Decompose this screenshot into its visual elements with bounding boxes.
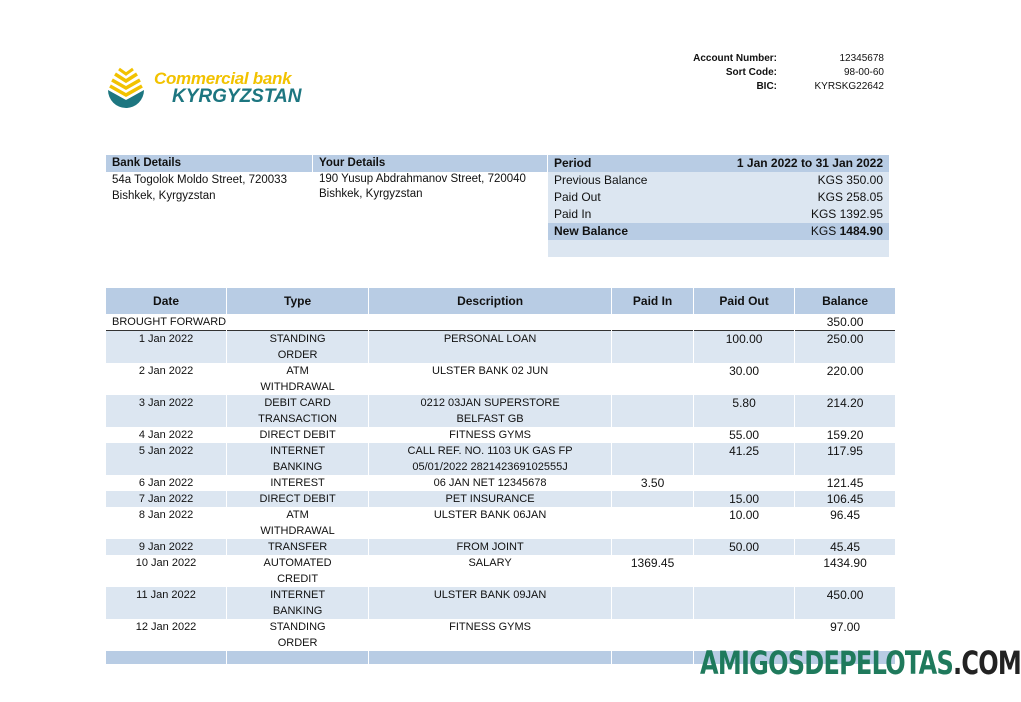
bank-address-line1: 54a Togolok Moldo Street, 720033 [112, 174, 287, 186]
table-cell: 214.20 [795, 395, 895, 427]
table-cell [227, 651, 368, 664]
table-cell [694, 587, 794, 619]
bank-address-line2: Bishkek, Kyrgyzstan [112, 190, 216, 202]
table-cell: 9 Jan 2022 [106, 539, 226, 555]
logo-text-line1: Commercial bank [154, 69, 292, 88]
your-address-line1: 190 Yusup Abdrahmanov Street, 720040 [319, 173, 526, 185]
table-cell: 30.00 [729, 364, 760, 378]
table-cell: TRANSFER [227, 539, 368, 555]
transactions-table [105, 288, 896, 664]
table-cell: 100.00 [694, 331, 794, 363]
table-row [106, 475, 895, 491]
your-details [313, 155, 547, 202]
previous-balance-value: KGS 350.00 [817, 173, 883, 187]
table-cell [612, 443, 693, 475]
your-address-line2: Bishkek, Kyrgyzstan [319, 188, 423, 200]
table-cell: PERSONAL LOAN [369, 331, 611, 363]
table-cell [612, 539, 693, 555]
table-cell: 2 Jan 2022 [138, 365, 194, 377]
table-cell: 106.45 [795, 491, 895, 507]
table-cell: AUTOMATED CREDIT [263, 557, 332, 585]
brought-forward-row [106, 314, 895, 331]
table-cell: 3 Jan 2022 [106, 395, 226, 427]
bank-details-title: Bank Details [106, 155, 312, 172]
table-cell: BROUGHT FORWARD [106, 314, 226, 331]
table-cell [369, 314, 611, 331]
table-cell: 15.00 [694, 491, 794, 507]
table-cell: 55.00 [729, 428, 760, 442]
paid-in-label: Paid In [554, 207, 592, 221]
table-cell [694, 314, 794, 331]
table-cell [694, 475, 794, 491]
table-cell: DEBIT CARD TRANSACTION [227, 395, 368, 427]
paid-out-value: KGS 258.05 [817, 190, 883, 204]
period-value: 1 Jan 2022 to 31 Jan 2022 [736, 156, 883, 170]
table-cell: 97.00 [830, 620, 861, 634]
table-cell: 1434.90 [823, 556, 867, 570]
column-header: Date [106, 288, 226, 314]
table-cell [227, 314, 368, 331]
account-number-label: Account Number: [693, 53, 777, 64]
table-row [106, 331, 895, 363]
bank-details [106, 155, 312, 204]
table-row [106, 427, 895, 443]
table-cell [612, 427, 693, 443]
table-cell: 10.00 [729, 508, 760, 522]
bank-logo [104, 66, 302, 110]
table-cell: FROM JOINT [369, 539, 611, 555]
logo-emblem-icon [104, 66, 148, 110]
account-number-value: 12345678 [839, 53, 884, 64]
table-cell: 3.50 [640, 476, 665, 490]
table-cell [612, 395, 693, 427]
table-cell: 11 Jan 2022 [106, 587, 226, 619]
table-cell: FITNESS GYMS [449, 621, 532, 633]
table-cell: STANDING ORDER [269, 621, 326, 649]
table-cell: SALARY [468, 557, 512, 569]
table-cell [612, 507, 693, 539]
table-cell: 7 Jan 2022 [106, 491, 226, 507]
table-cell: 117.95 [795, 443, 895, 475]
sort-code-value: 98-00-60 [843, 67, 884, 78]
table-cell [106, 651, 226, 664]
table-cell: 5 Jan 2022 [106, 443, 226, 475]
table-cell [369, 651, 611, 664]
table-cell: FITNESS GYMS [449, 429, 532, 441]
table-cell: 50.00 [694, 539, 794, 555]
table-cell: DIRECT DEBIT [227, 491, 368, 507]
table-cell: 0212 03JAN SUPERSTORE BELFAST GB [369, 395, 611, 427]
column-header: Paid In [612, 288, 693, 314]
table-row [106, 491, 895, 507]
table-cell: 1369.45 [630, 556, 675, 570]
bic-value: KYRSKG22642 [814, 81, 884, 92]
table-cell: DIRECT DEBIT [259, 429, 336, 441]
logo-text-line2: KYRGYZSTAN [172, 86, 302, 107]
previous-balance-label: Previous Balance [554, 173, 648, 187]
watermark-main: AMIGOSDEPELOTAS [700, 644, 954, 682]
table-cell: 10 Jan 2022 [135, 557, 197, 569]
account-info [660, 53, 884, 95]
table-cell: 96.45 [830, 508, 861, 522]
table-cell [612, 314, 693, 331]
table-cell: 45.45 [795, 539, 895, 555]
table-cell: 1 Jan 2022 [106, 331, 226, 363]
table-cell: 220.00 [826, 364, 864, 378]
table-cell [612, 363, 693, 395]
column-header: Description [369, 288, 611, 314]
table-cell: INTERNET BANKING [227, 587, 368, 619]
column-header: Type [227, 288, 368, 314]
paid-out-label: Paid Out [554, 190, 601, 204]
column-header: Balance [795, 288, 895, 314]
watermark-domain: .COM [953, 644, 1021, 682]
new-balance-currency: KGS [810, 224, 837, 238]
table-cell: CALL REF. NO. 1103 UK GAS FP 05/01/2022 282142369102555J [369, 443, 611, 475]
sort-code-label: Sort Code: [725, 67, 777, 78]
new-balance-value: 1484.90 [839, 224, 883, 238]
table-row [106, 395, 895, 427]
table-row [106, 587, 895, 619]
table-cell: 450.00 [795, 587, 895, 619]
table-cell: 6 Jan 2022 [138, 477, 194, 489]
statement-summary [548, 155, 889, 257]
paid-in-value: KGS 1392.95 [810, 207, 883, 221]
bic-label: BIC: [756, 81, 777, 92]
table-cell [612, 587, 693, 619]
table-row [106, 507, 895, 539]
table-cell [612, 651, 693, 664]
table-cell: 41.25 [694, 443, 794, 475]
table-cell: 12 Jan 2022 [135, 621, 197, 633]
table-cell: ULSTER BANK 09JAN [369, 587, 611, 619]
table-cell: ATM WITHDRAWAL [260, 365, 335, 393]
table-cell: 159.20 [826, 428, 864, 442]
your-details-title: Your Details [313, 155, 547, 172]
table-cell: ULSTER BANK 06JAN [433, 509, 547, 521]
table-row [106, 443, 895, 475]
table-cell: ULSTER BANK 02 JUN [432, 365, 549, 377]
table-cell: INTEREST [270, 477, 325, 489]
table-cell [612, 331, 693, 363]
table-cell: STANDING ORDER [227, 331, 368, 363]
table-cell: 06 JAN NET 12345678 [433, 477, 547, 489]
table-cell [694, 555, 794, 587]
table-cell [612, 491, 693, 507]
table-row [106, 363, 895, 395]
table-cell: 5.80 [694, 395, 794, 427]
table-row [106, 555, 895, 587]
watermark [700, 644, 1021, 682]
table-cell [612, 619, 693, 651]
table-cell: PET INSURANCE [369, 491, 611, 507]
column-header: Paid Out [694, 288, 794, 314]
table-cell: 4 Jan 2022 [138, 429, 194, 441]
table-cell: 350.00 [795, 314, 895, 331]
table-cell: 121.45 [826, 476, 864, 490]
new-balance-label: New Balance [554, 224, 629, 238]
table-cell: 8 Jan 2022 [138, 509, 194, 521]
table-cell: INTERNET BANKING [227, 443, 368, 475]
table-cell: ATM WITHDRAWAL [260, 509, 335, 537]
table-row [106, 539, 895, 555]
period-label: Period [554, 156, 592, 170]
table-cell: 250.00 [795, 331, 895, 363]
